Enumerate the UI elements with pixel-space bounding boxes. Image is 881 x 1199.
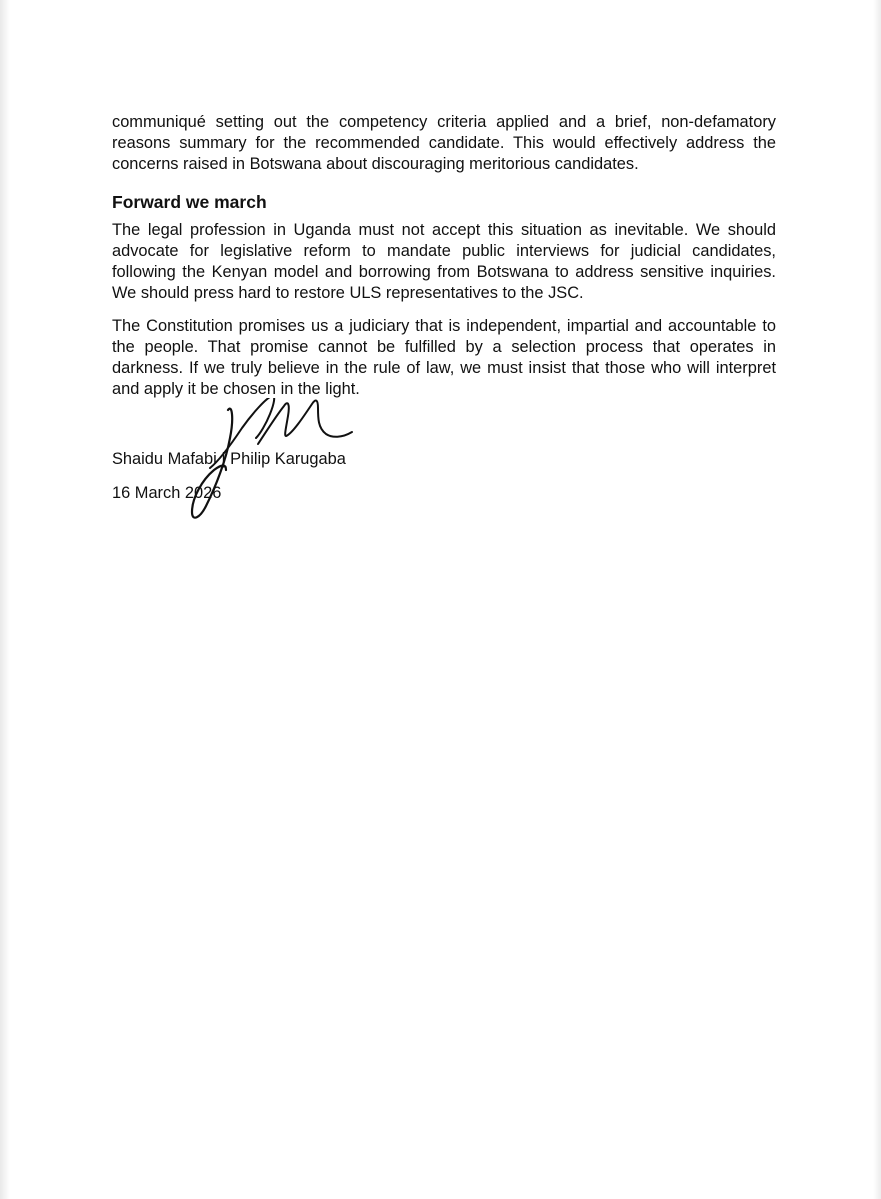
page-right-edge bbox=[873, 0, 881, 1199]
paragraph-constitution: The Constitution promises us a judiciary that is independent, impartial and accountable to the people. That promise cannot be fulfilled by a selection process that operates in darkness. If we truly believe in the rule of law, we must insist that those who will interpret and apply it be chosen in the light. bbox=[112, 317, 776, 398]
signature-stroke-1 bbox=[192, 409, 232, 518]
page-left-edge bbox=[0, 0, 10, 1199]
signoff-date: 16 March 2026 bbox=[112, 484, 222, 502]
paragraph-intro: communiqué setting out the competency criteria applied and a brief, non-defamatory reasons summary for the recommended candidate. This would effectively address the concerns raised in Botswana about discouraging meritorious candidates. bbox=[112, 113, 776, 173]
paragraph-reform: The legal profession in Uganda must not accept this situation as inevitable. We should advocate for legislative reform to mandate public interviews for judicial candidates, following the Kenyan model and borrowing from Botswana to address sensitive inquiries. We should press hard to restore ULS representatives to the JSC. bbox=[112, 221, 776, 302]
document-body bbox=[112, 112, 776, 400]
handwritten-signature bbox=[176, 398, 356, 524]
section-heading: Forward we march bbox=[112, 192, 267, 212]
author-names: Shaidu Mafabi | Philip Karugaba bbox=[112, 450, 346, 468]
